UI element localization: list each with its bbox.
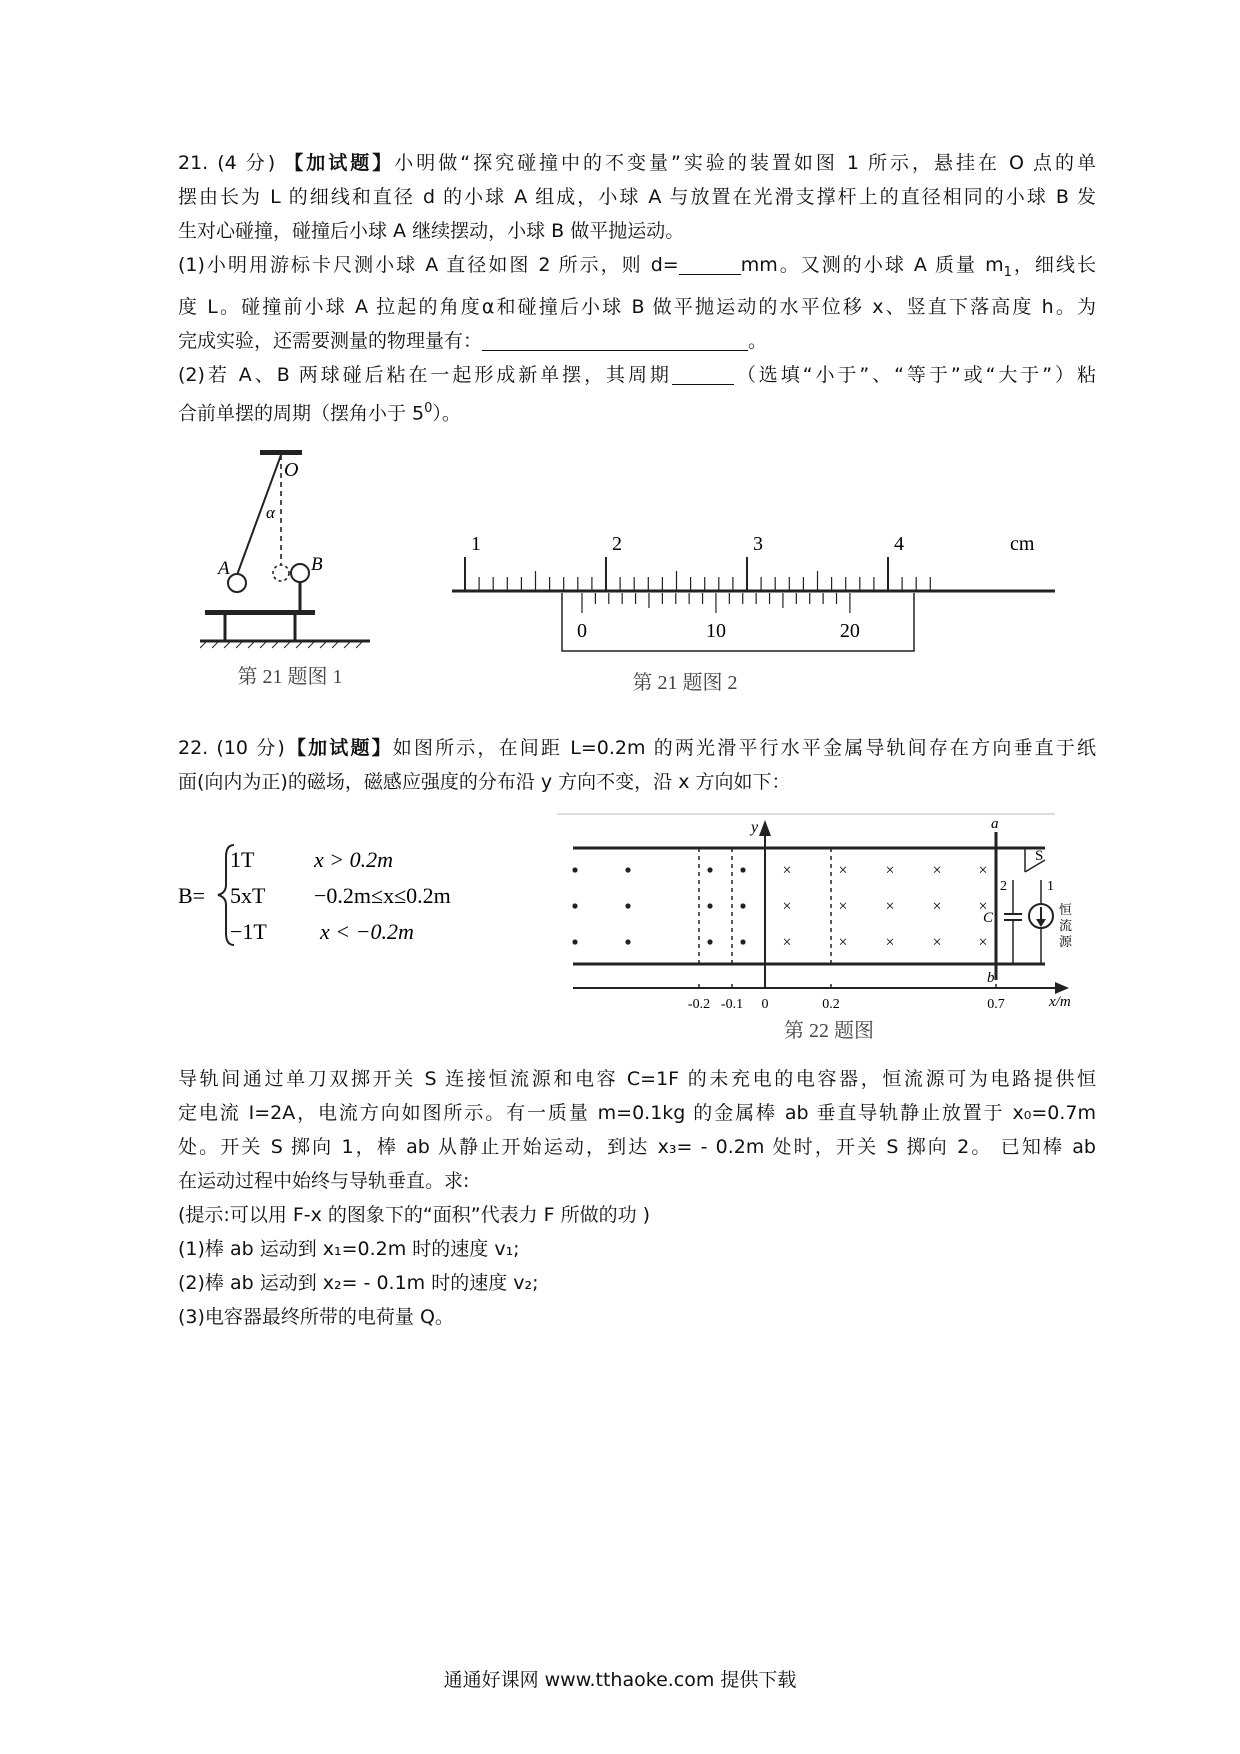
label-x-m: x/m [1049, 994, 1071, 1010]
q21-p1-l3b: 。 [748, 329, 768, 352]
field-dot-out [707, 903, 712, 908]
label-2: 2 [1000, 879, 1007, 894]
label-b: b [987, 970, 995, 986]
q21-p2-a: (2)若 A、B 两球碰后粘在一起形成新单摆，其周期 [178, 363, 672, 386]
label-S: S [1035, 848, 1044, 864]
field-cross-in: × [782, 862, 792, 879]
q21-points: (4 分) [217, 152, 276, 174]
q22-stem-l2: 面(向内为正)的磁场，磁感应强度的分布沿 y 方向不变，沿 x 方向如下： [178, 771, 791, 793]
ball-B [291, 564, 309, 582]
field-dot-out [572, 867, 577, 872]
field-cross-in: × [885, 934, 895, 951]
field-dot-out [740, 903, 745, 908]
q21-part1-line-3 [178, 324, 1096, 358]
field-cross-in: × [838, 862, 848, 879]
field-dot-out [707, 939, 712, 944]
x-axis-tick-label: -0.2 [687, 997, 711, 1012]
ball-A-dashed-position [273, 565, 289, 581]
formula-lhs: B= [178, 883, 206, 908]
field-cross-in: × [782, 934, 792, 951]
q21-p1-l2: 度 L。碰撞前小球 A 拉起的角度α和碰撞后小球 B 做平抛运动的水平位移 x、竖直下落高度 h。为 [178, 295, 1096, 318]
field-dot-out [625, 903, 630, 908]
vernier-label: 10 [705, 620, 726, 642]
q21-figure-1-pendulum [200, 440, 380, 700]
x-axis-tick-label: 0.2 [822, 997, 840, 1012]
field-dot-out [572, 939, 577, 944]
field-cross-in: × [978, 898, 988, 915]
label-y: y [751, 819, 759, 836]
q22-body-l3: 处。开关 S 掷向 1，棒 ab 从静止开始运动，到达 x₃= - 0.2m 处时，开关 S 掷向 2。 已知棒 ab [178, 1136, 1096, 1158]
main-scale-label: 1 [471, 533, 481, 555]
q22-stem-line-1 [178, 731, 1096, 765]
answer-blank-d [679, 254, 741, 275]
label-a: a [991, 816, 999, 832]
x-axis-tick-label: 0.7 [987, 997, 1005, 1012]
label-O: O [284, 459, 299, 481]
q21-p2-l2a: 合前单摆的周期（摆角小于 5 [178, 402, 425, 425]
q21-part1-line-1 [178, 248, 1096, 290]
x-axis-tick-label: 0 [761, 997, 769, 1012]
field-cross-in: × [885, 898, 895, 915]
vernier-label: 0 [577, 620, 587, 642]
q21-p1-a: (1)小明用游标卡尺测小球 A 直径如图 2 所示，则 d= [178, 254, 679, 276]
table-top [205, 610, 315, 615]
formula-r1-cond: x > 0.2m [314, 847, 393, 872]
q21-tag: 【加试题】 [284, 152, 395, 174]
q21-p2-l2b: ）。 [432, 402, 461, 425]
field-cross-in: × [932, 898, 942, 915]
q21-stem-line-1 [178, 146, 1096, 180]
unit-cm: cm [1010, 533, 1035, 555]
ball-A [228, 574, 246, 592]
q22-stem-l1: 如图所示，在间距 L=0.2m 的两光滑平行水平金属导轨间存在方向垂直于纸 [392, 737, 1096, 759]
q22-sub-q2: (2)棒 ab 运动到 x₂= - 0.1m 时的速度 v₂; [178, 1272, 539, 1294]
q21-number: 21. [178, 152, 209, 174]
field-dot-out [707, 867, 712, 872]
label-alpha: α [266, 503, 275, 522]
field-cross-in: × [838, 934, 848, 951]
field-dot-out [740, 867, 745, 872]
q22-sub-q3: (3)电容器最终所带的电荷量 Q。 [178, 1306, 454, 1328]
q21-part2-line-2 [178, 392, 1096, 430]
field-cross-in: × [782, 898, 792, 915]
q22-points: (10 分) [216, 737, 285, 759]
vernier-label: 20 [839, 620, 860, 642]
field-dot-out [740, 939, 745, 944]
q22-body-l4: 在运动过程中始终与导轨垂直。求: [178, 1170, 470, 1192]
answer-blank-quantities [482, 330, 748, 351]
q21-stem-l2: 摆由长为 L 的细线和直径 d 的小球 A 组成，小球 A 与放置在光滑支撑杆上的直径相同的小球 B 发 [178, 186, 1096, 208]
source-label-2: 流 [1059, 918, 1073, 933]
label-B: B [311, 554, 323, 575]
field-cross-in: × [838, 898, 848, 915]
fig1-caption: 第 21 题图 1 [237, 666, 343, 688]
q21-p1-b: mm。又测的小球 A 质量 m [740, 254, 1004, 276]
field-dot-out [572, 903, 577, 908]
main-scale-label: 2 [612, 533, 622, 555]
q21-stem-l1: 小明做“探究碰撞中的不变量”实验的装置如图 1 所示，悬挂在 O 点的单 [394, 152, 1096, 174]
field-cross-in: × [932, 862, 942, 879]
q21-part2-line-1 [178, 358, 1096, 392]
q21-text [178, 146, 1096, 430]
label-A: A [218, 558, 230, 579]
field-dot-out [625, 867, 630, 872]
q22-text [178, 731, 1096, 799]
field-cross-in: × [885, 862, 895, 879]
field-cross-in: × [978, 934, 988, 951]
q21-p1-sub1: 1 [1003, 264, 1012, 280]
q22-tag: 【加试题】 [284, 737, 393, 759]
answer-blank-period [672, 364, 734, 385]
q22-body [178, 1062, 1096, 1334]
q21-p2-b: （选填“小于”、“等于”或“大于”）粘 [733, 363, 1097, 386]
formula-r3-val: −1T [230, 919, 267, 944]
q22-formula [176, 835, 536, 955]
formula-r2-val: 5xT [230, 883, 266, 908]
q22-hint: (提示:可以用 F-x 的图象下的“面积”代表力 F 所做的功 ) [178, 1204, 651, 1226]
q21-p1-c: ，细线长 [1011, 254, 1096, 276]
source-label-3: 源 [1059, 934, 1073, 949]
q21-p2-sup: 0 [424, 400, 433, 416]
label-1: 1 [1047, 879, 1054, 894]
q22-figure-rails [555, 812, 1085, 1047]
x-axis-tick-label: -0.1 [720, 997, 744, 1012]
formula-r1-val: 1T [230, 847, 255, 872]
vernier-frame [562, 593, 914, 651]
q22-body-l1: 导轨间通过单刀双掷开关 S 连接恒流源和电容 C=1F 的未充电的电容器，恒流源可为电路提供恒 [178, 1068, 1096, 1090]
main-scale-label: 3 [753, 533, 763, 555]
q22-number: 22. [178, 737, 209, 759]
q21-figure-2-caliper [450, 525, 1070, 705]
formula-r3-cond: x < −0.2m [320, 919, 414, 944]
source-label-1: 恒 [1059, 902, 1073, 917]
footer-download-note: 通通好课网 www.tthaoke.com 提供下载 [443, 1669, 797, 1691]
fig2-caption: 第 21 题图 2 [632, 672, 738, 694]
q21-p1-l3a: 完成实验，还需要测量的物理量有： [178, 329, 483, 352]
q21-stem-l3: 生对心碰撞，碰撞后小球 A 继续摆动，小球 B 做平抛运动。 [178, 220, 685, 242]
field-cross-in: × [932, 934, 942, 951]
q22-sub-q1: (1)棒 ab 运动到 x₁=0.2m 时的速度 v₁; [178, 1238, 520, 1260]
q22-body-l2: 定电流 I=2A，电流方向如图所示。有一质量 m=0.1kg 的金属棒 ab 垂直导轨静止放置于 x₀=0.7m [178, 1102, 1096, 1124]
fig22-caption: 第 22 题图 [784, 1020, 874, 1042]
label-C: C [983, 910, 994, 926]
field-dot-out [625, 939, 630, 944]
main-scale-label: 4 [894, 533, 904, 555]
field-cross-in: × [978, 862, 988, 879]
formula-r2-cond: −0.2m≤x≤0.2m [314, 883, 451, 908]
